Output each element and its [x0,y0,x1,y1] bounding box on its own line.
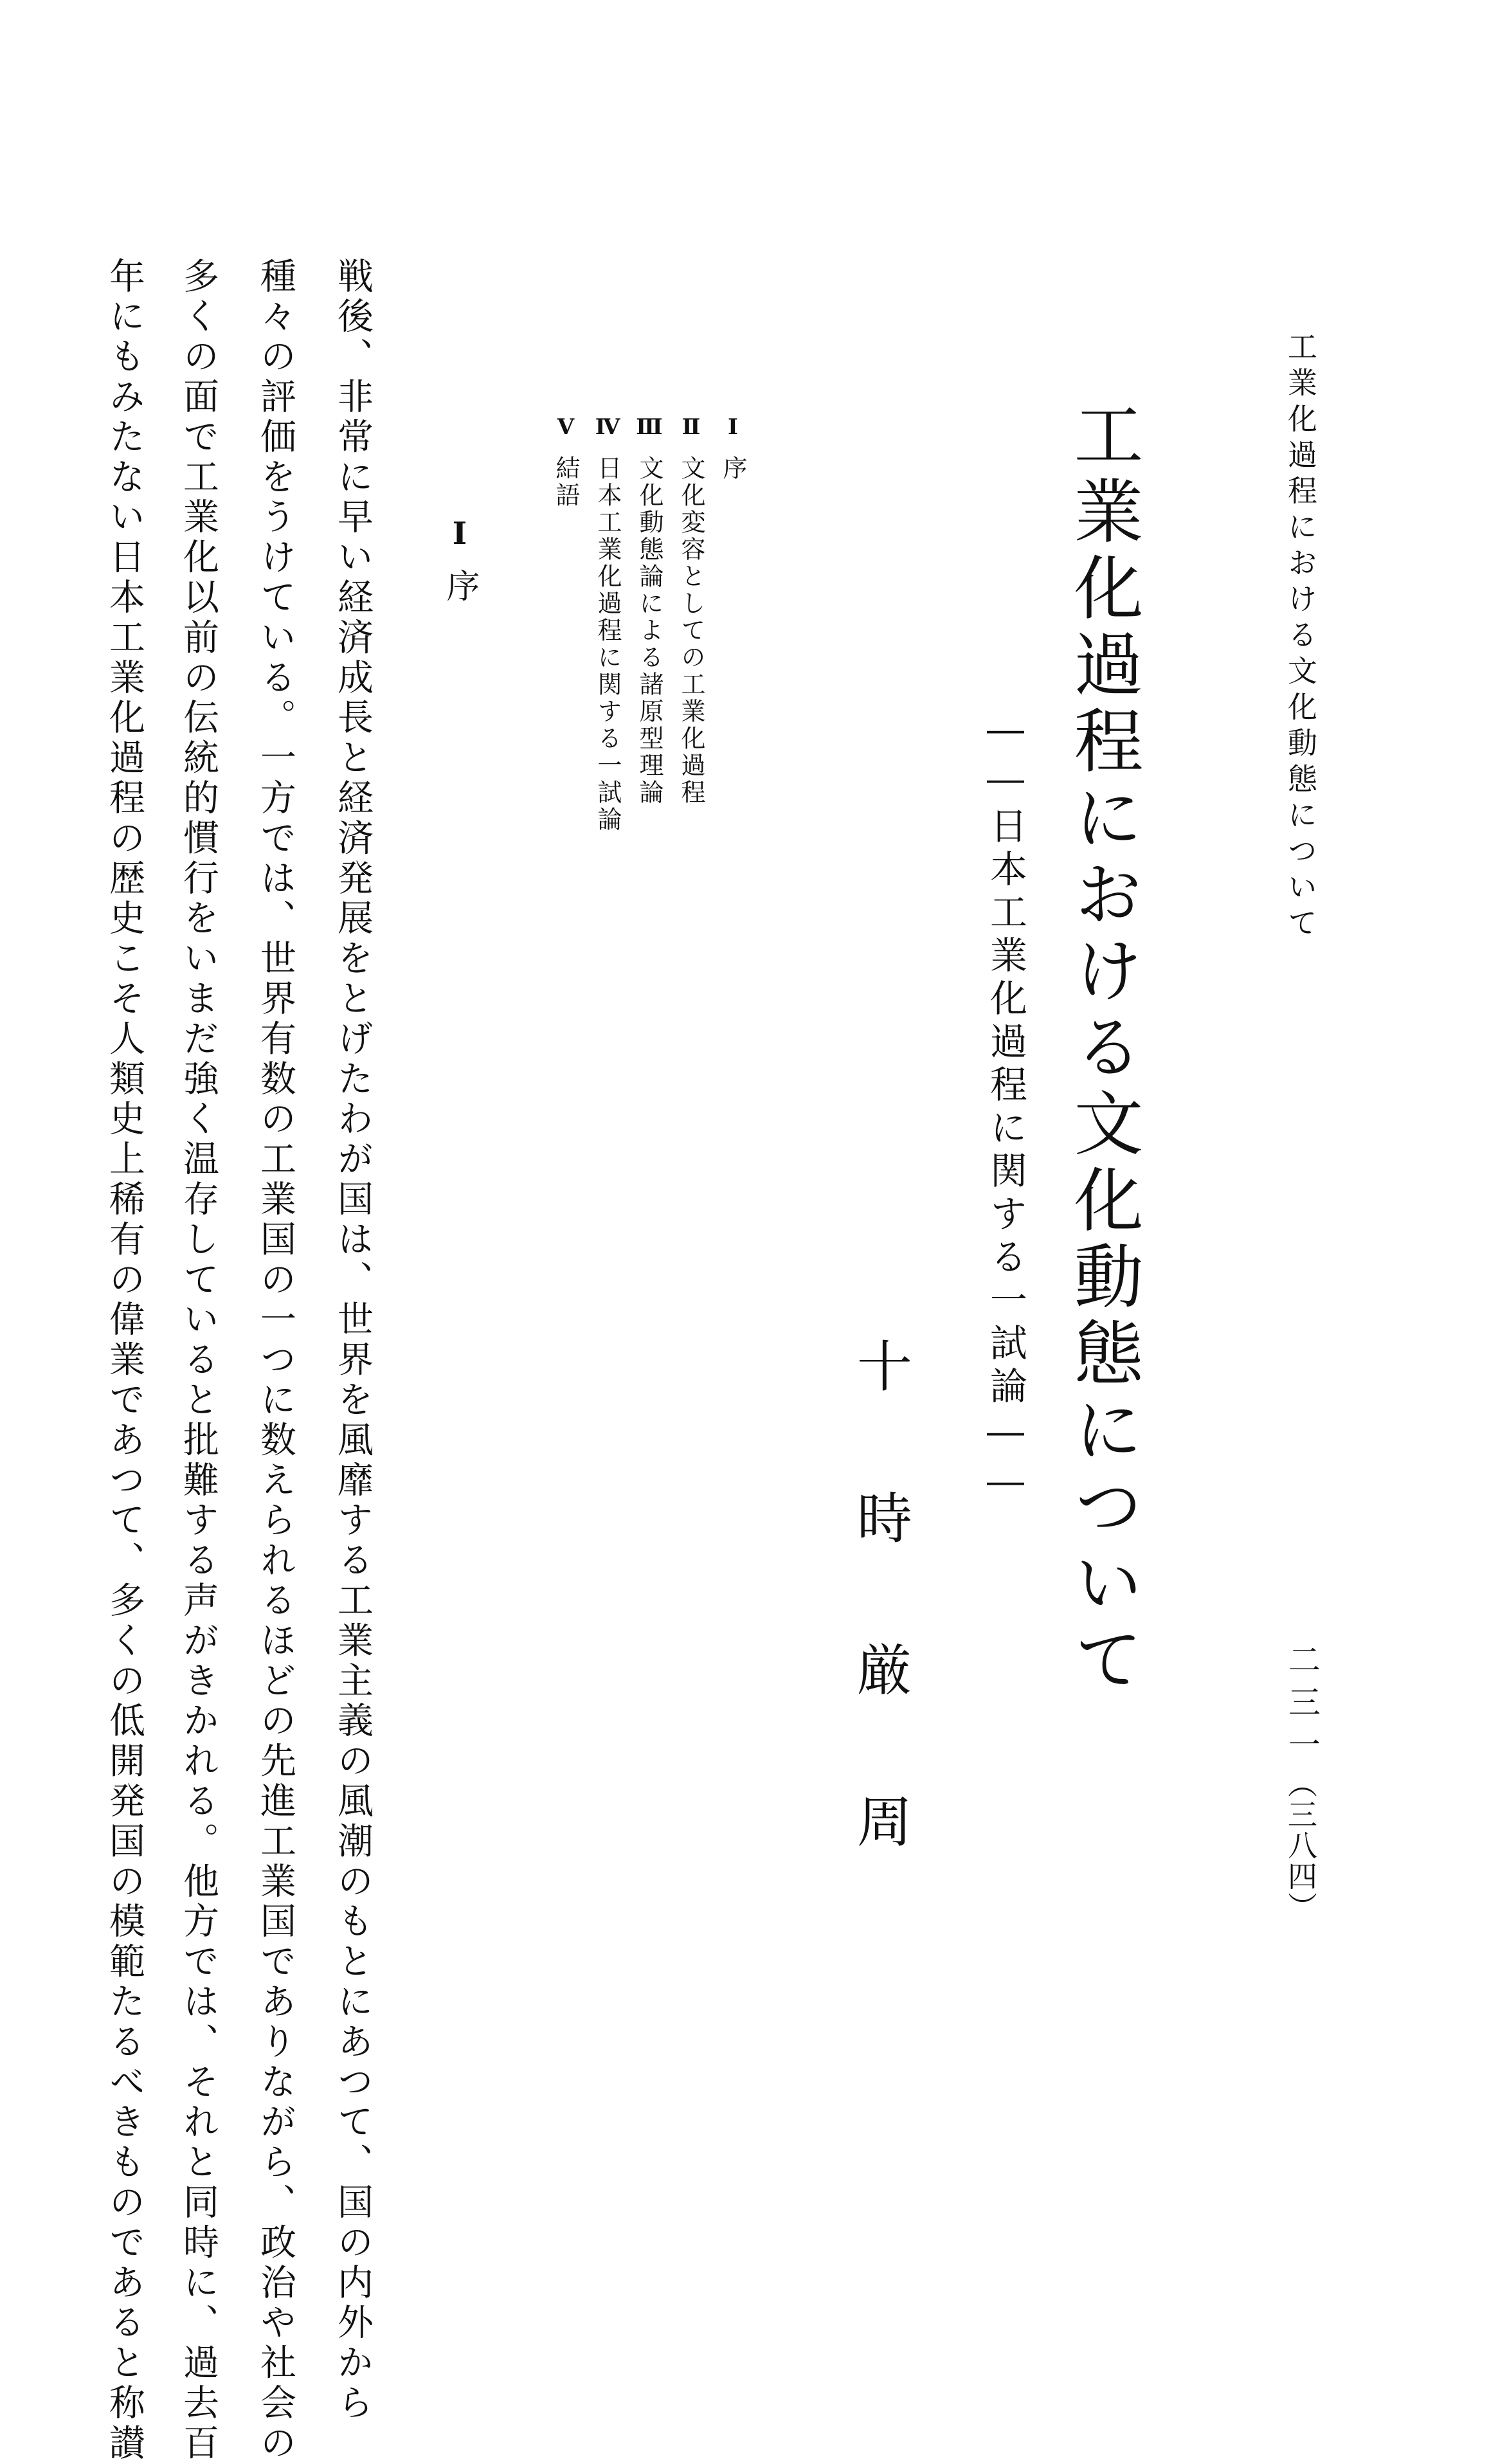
toc-item-4 [588,412,627,833]
toc-item-1 [714,412,752,482]
page-number-secondary: （三八四） [1283,1768,1318,1923]
toc-label: 日本工業化過程に関する一試論 [593,455,622,833]
toc-number: Ⅳ [595,414,620,440]
toc-number: Ⅴ [557,414,575,440]
toc-item-3 [630,412,669,806]
page-number: 二三一 [1283,1643,1321,1770]
body-line-3: 多くの面で工業化以前の伝統的慣行をいまだ強く温存していると批難する声がきかれる。他方では、それと同時に、過去百 [177,257,219,2464]
toc-label: 結語 [552,455,580,509]
toc-number: Ⅰ [728,414,738,440]
section-title: 序 [440,568,479,602]
section-heading [437,514,482,602]
body-line-2: 種々の評価をうけている。一方では、世界有数の工業国の一つに数えられるほどの先進工業国でありながら、政治や社会の [255,257,296,2464]
toc-item-2 [672,412,710,806]
toc-number: Ⅲ [636,414,663,440]
section-number: Ⅰ [452,516,467,552]
article-subtitle: ――日本工業化過程に関する一試論―― [984,707,1027,1508]
article-title: 工業化過程における文化動態について [1062,399,1142,1699]
toc-label: 文化変容としての工業化過程 [677,455,705,806]
running-header: 工業化過程における文化動態について [1283,331,1318,943]
toc-number: Ⅱ [681,414,701,440]
body-line-1: 戦後、非常に早い経済成長と経済発展をとげたわが国は、世界を風靡する工業主義の風潮のもとにあつて、国の内外から [332,257,374,2424]
toc-item-5 [546,412,585,509]
toc-label: 文化動態論による諸原型理論 [635,455,663,806]
body-line-4: 年にもみたない日本工業化過程の歴史こそ人類史上稀有の偉業であつて、多くの低開発国の模範たるべきものであると称讃 [104,257,145,2464]
author-name: 十時厳周 [847,1337,912,1944]
toc-label: 序 [719,455,747,482]
